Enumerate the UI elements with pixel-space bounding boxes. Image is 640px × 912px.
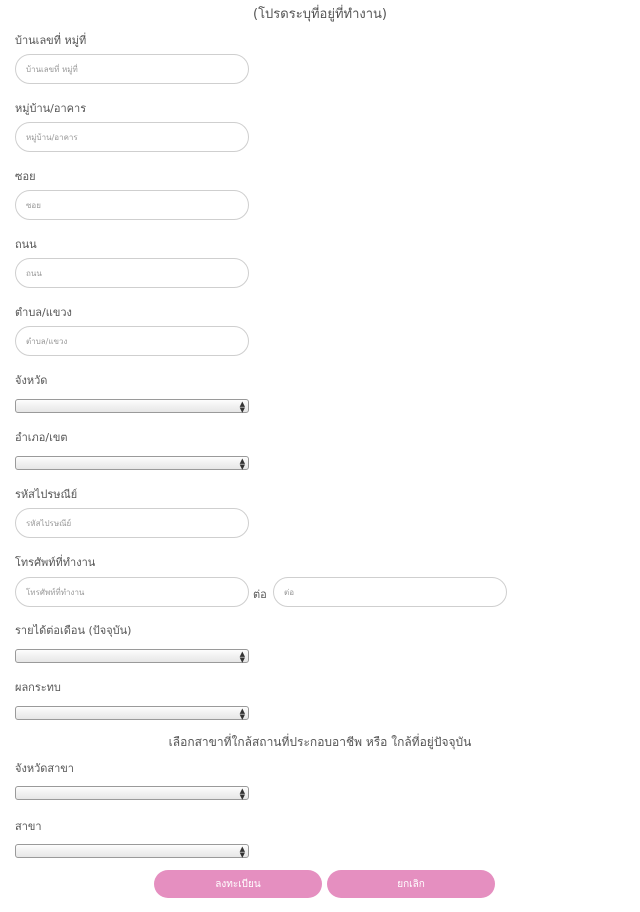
work-phone-input[interactable]	[15, 577, 249, 607]
road-label: ถนน	[15, 238, 37, 251]
province-label: จังหวัด	[15, 374, 48, 387]
extension-label: ต่อ	[253, 588, 267, 601]
branch-province-label: จังหวัดสาขา	[15, 762, 74, 775]
page-title: (โปรดระบุที่อยู่ที่ทำงาน)	[253, 7, 387, 22]
impact-select[interactable]	[15, 706, 249, 720]
select-arrows-icon: ▲ ▼	[239, 457, 245, 471]
select-arrows-icon: ▲ ▼	[239, 650, 245, 664]
house-no-label: บ้านเลขที่ หมู่ที่	[15, 34, 87, 47]
soi-input[interactable]	[15, 190, 249, 220]
select-arrows-icon: ▲ ▼	[239, 845, 245, 859]
select-arrows-icon: ▲ ▼	[239, 707, 245, 721]
extension-input[interactable]	[273, 577, 507, 607]
impact-label: ผลกระทบ	[15, 681, 61, 694]
income-label: รายได้ต่อเดือน (ปัจจุบัน)	[15, 624, 132, 637]
village-label: หมู่บ้าน/อาคาร	[15, 102, 87, 115]
district-select[interactable]	[15, 456, 249, 470]
branch-select[interactable]	[15, 844, 249, 858]
branch-label: สาขา	[15, 820, 42, 833]
branch-province-select[interactable]	[15, 786, 249, 800]
village-input[interactable]	[15, 122, 249, 152]
postal-code-input[interactable]	[15, 508, 249, 538]
soi-label: ซอย	[15, 170, 36, 183]
branch-section-title: เลือกสาขาที่ใกล้สถานที่ประกอบอาชีพ หรือ ใกล้ที่อยู่ปัจจุบัน	[168, 735, 472, 749]
province-select[interactable]	[15, 399, 249, 413]
road-input[interactable]	[15, 258, 249, 288]
select-arrows-icon: ▲ ▼	[239, 787, 245, 801]
subdistrict-input[interactable]	[15, 326, 249, 356]
district-label: อำเภอ/เขต	[15, 431, 68, 444]
select-arrows-icon: ▲ ▼	[239, 400, 245, 414]
work-phone-label: โทรศัพท์ที่ทำงาน	[15, 556, 96, 569]
register-button[interactable]: ลงทะเบียน	[154, 870, 322, 898]
income-select[interactable]	[15, 649, 249, 663]
postal-code-label: รหัสไปรษณีย์	[15, 488, 78, 501]
cancel-button[interactable]: ยกเลิก	[327, 870, 495, 898]
house-no-input[interactable]	[15, 54, 249, 84]
subdistrict-label: ตำบล/แขวง	[15, 306, 72, 319]
